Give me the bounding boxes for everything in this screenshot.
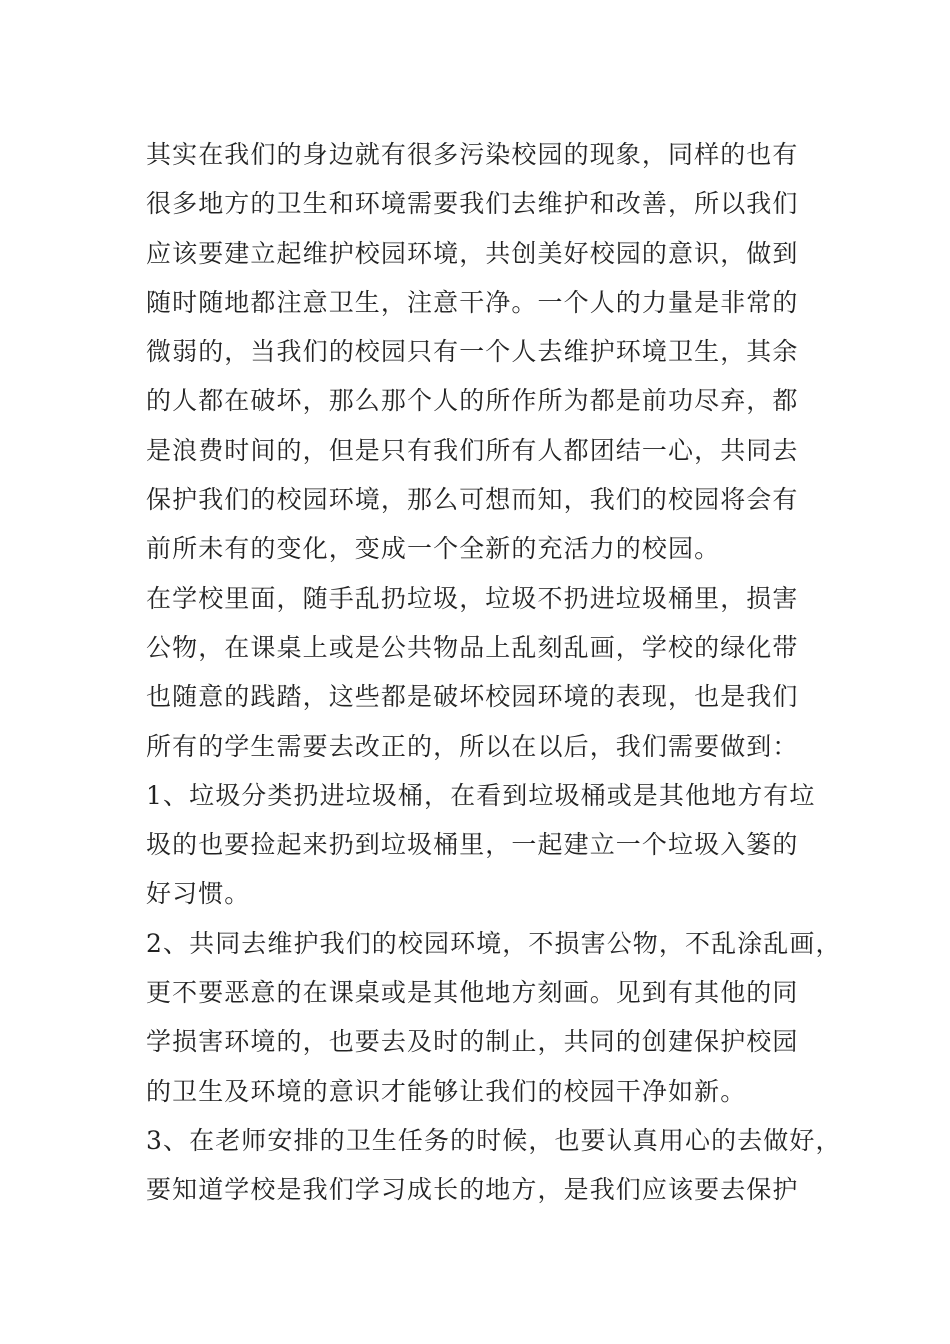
text-line: 在学校里面，随手乱扔垃圾，垃圾不扔进垃圾桶里，损害 (146, 583, 799, 613)
text-line: 很多地方的卫生和环境需要我们去维护和改善，所以我们 (146, 189, 799, 219)
text-line: 是浪费时间的，但是只有我们所有人都团结一心，共同去 (146, 435, 799, 465)
text-line: 其实在我们的身边就有很多污染校园的现象，同样的也有 (146, 140, 799, 169)
text-line: 更不要恶意的在课桌或是其他地方刻画。见到有其他的同 (146, 978, 799, 1008)
text-line: 微弱的，当我们的校园只有一个人去维护环境卫生，其余 (146, 337, 799, 367)
text-line: 2、共同去维护我们的校园环境，不损害公物，不乱涂乱画， (146, 928, 842, 958)
text-line: 学损害环境的，也要去及时的制止，共同的创建保护校园 (146, 1027, 799, 1057)
text-line: 好习惯。 (146, 879, 251, 909)
text-line: 的人都在破坏，那么那个人的所作所为都是前功尽弃，都 (146, 386, 799, 416)
text-line: 随时随地都注意卫生，注意干净。一个人的力量是非常的 (146, 287, 799, 317)
document-body (146, 130, 842, 1215)
text-line: 1、垃圾分类扔进垃圾桶，在看到垃圾桶或是其他地方有垃 (146, 780, 816, 810)
text-line: 3、在老师安排的卫生任务的时候，也要认真用心的去做好， (146, 1125, 842, 1155)
text-line: 保护我们的校园环境，那么可想而知，我们的校园将会有 (146, 485, 799, 515)
text-line: 也随意的践踏，这些都是破坏校园环境的表现，也是我们 (146, 682, 799, 712)
text-line: 的卫生及环境的意识才能够让我们的校园干净如新。 (146, 1076, 747, 1106)
text-line: 所有的学生需要去改正的，所以在以后，我们需要做到： (146, 731, 799, 761)
text-line: 应该要建立起维护校园环境，共创美好校园的意识，做到 (146, 238, 799, 268)
text-line: 圾的也要捡起来扔到垃圾桶里，一起建立一个垃圾入篓的 (146, 830, 799, 860)
text-line: 前所未有的变化，变成一个全新的充活力的校园。 (146, 534, 721, 564)
text-line: 公物，在课桌上或是公共物品上乱刻乱画，学校的绿化带 (146, 632, 799, 662)
text-line: 要知道学校是我们学习成长的地方，是我们应该要去保护 (146, 1175, 799, 1205)
